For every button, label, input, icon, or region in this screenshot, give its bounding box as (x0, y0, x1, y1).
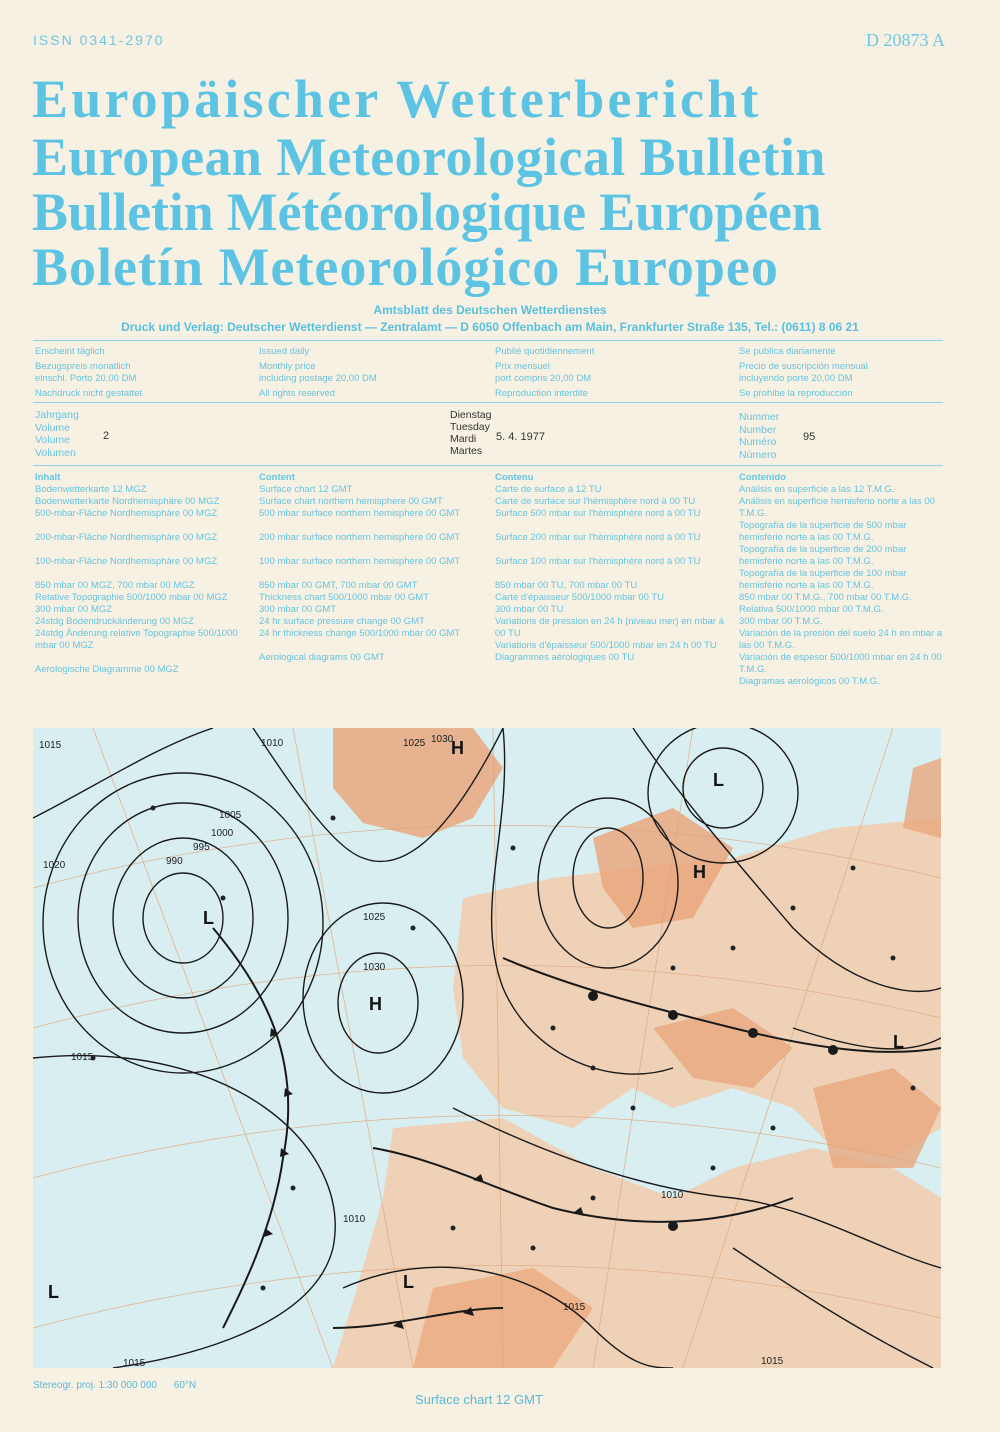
contents-fr (495, 472, 725, 664)
pubinfo-de (35, 346, 142, 400)
day-label: Tuesday (450, 421, 490, 433)
isobar-label: 1025 (403, 738, 426, 749)
station-dot (591, 1196, 596, 1201)
contents-item: 200 mbar surface northern hemisphere 00 GMT (259, 532, 461, 543)
low-pressure-center: L (203, 908, 214, 928)
pubinfo-fr (495, 346, 594, 400)
map-canvas (33, 728, 941, 1368)
contents-item: Surface chart 12 GMT (259, 484, 353, 495)
pubinfo-line: including postage 20,00 DM (259, 373, 377, 384)
contents-item: Análisis en superficie a las 12 T.M.G. (739, 484, 895, 495)
contents-item: Variación de la presión del suelo 24 h en mbar a las 00 T.M.G. (739, 628, 943, 651)
contents-item: 100-mbar-Fläche Nordhemisphäre 00 MGZ (35, 556, 218, 567)
issn: ISSN 0341-2970 (33, 32, 165, 48)
number-label: Number (739, 423, 777, 436)
contents-item: Diagramas aerológicos 00 T.M.G. (739, 676, 880, 687)
divider (33, 465, 943, 466)
volume-label: Volume (35, 421, 71, 434)
front-semicircle (588, 991, 598, 1001)
station-dot (291, 1186, 296, 1191)
day-label: Martes (450, 445, 483, 457)
front-semicircle (828, 1045, 838, 1055)
issue-number: 95 (803, 431, 816, 443)
low-pressure-center: L (403, 1272, 414, 1292)
volume-label: Jahrgang (35, 409, 79, 421)
high-pressure-center: H (369, 994, 382, 1014)
contents-heading: Contenido (739, 472, 786, 483)
contents-item: 24stdg Bodendruckänderung 00 MGZ (35, 616, 194, 627)
contents-item: 500 mbar surface northern hemisphere 00 GMT (259, 508, 461, 519)
contents-item: Variations d'épaisseur 500/1000 mbar en 24 h 00 TU (495, 640, 717, 651)
contents-es (739, 472, 949, 688)
station-dot (891, 956, 896, 961)
title-spanish: Boletín Meteorológico Europeo (32, 237, 779, 297)
isobar-label: 995 (193, 842, 210, 853)
contents-item: 300 mbar 00 T.M.G. (739, 616, 823, 627)
pubinfo-line: Publié quotidiennement (495, 346, 595, 357)
contents-item: Surface 200 mbar sur l'hémisphère nord à 00 TU (495, 532, 701, 543)
reference-latitude: 60°N (173, 1380, 197, 1391)
contents-item: Topografía de la superficie de 500 mbar hemisferio norte a las 00 T.M.G. (739, 520, 907, 543)
isobar-label: 1010 (661, 1190, 684, 1201)
pubinfo-line: incluyendo porte 20,00 DM (739, 373, 853, 384)
station-dot (711, 1166, 716, 1171)
pubinfo-line: Nachdruck nicht gestattet (35, 388, 143, 399)
divider (33, 402, 943, 403)
station-dot (331, 816, 336, 821)
station-dot (151, 806, 156, 811)
contents-de (35, 472, 250, 676)
number-label: Nummer (739, 411, 780, 423)
pubinfo-es (739, 346, 949, 400)
contents-item: Relativa 500/1000 mbar 00 T.M.G. (739, 604, 884, 615)
contents-heading: Inhalt (35, 472, 61, 483)
pubinfo-en (259, 346, 377, 400)
contents-item: Topografía de la superficie de 100 mbar hemisferio norte a las 00 T.M.G. (739, 568, 907, 591)
station-dot (551, 1026, 556, 1031)
isobar-label: 1025 (363, 912, 386, 923)
contents-heading: Contenu (495, 472, 534, 483)
contents-item: 300 mbar 00 GMT (259, 604, 337, 615)
volume-value: 2 (103, 430, 110, 442)
divider (33, 340, 943, 341)
pubinfo-line: einschl. Porto 20,00 DM (35, 373, 137, 384)
station-dot (451, 1226, 456, 1231)
day-label: Dienstag (450, 409, 492, 421)
isobar-label: 1010 (343, 1214, 366, 1225)
station-dot (411, 926, 416, 931)
contents-item: Variations de pression en 24 h (niveau mer) en mbar à 00 TU (495, 616, 725, 639)
contents-item: Surface 100 mbar sur l'hémisphère nord à 00 TU (495, 556, 701, 567)
isobar-label: 1015 (761, 1356, 784, 1367)
high-pressure-center: H (693, 862, 706, 882)
pubinfo-line: Monthly price (259, 361, 316, 372)
title-english: European Meteorological Bulletin (32, 127, 826, 187)
front-semicircle (748, 1028, 758, 1038)
pubinfo-line: Precio de suscripción mensual (739, 361, 868, 372)
contents-item: Diagrammes aérologiques 00 TU (495, 652, 635, 663)
contents-item: Thickness chart 500/1000 mbar 00 GMT (259, 592, 430, 603)
contents-item: 200-mbar-Fläche Nordhemisphäre 00 MGZ (35, 532, 218, 543)
high-pressure-center: H (451, 738, 464, 758)
projection-scale: Stereogr. proj. 1:30 000 000 (33, 1380, 157, 1391)
pubinfo-line: Erscheint täglich (35, 346, 105, 357)
contents-item: Bodenwetterkarte 12 MGZ (35, 484, 147, 495)
volume-label: Volumen (35, 446, 76, 459)
station-dot (791, 906, 796, 911)
station-dot (591, 1066, 596, 1071)
contents-item: 24stdg Änderung relative Topographie 500/1000 mbar 00 MGZ (35, 628, 238, 651)
station-dot (261, 1286, 266, 1291)
contents-item: Carte de surface sur l'hémisphère nord à 00 TU (495, 496, 696, 507)
publisher-line: Druck und Verlag: Deutscher Wetterdienst — Zentralamt — D 6050 Offenbach am Main, Frankfurter Straße 135, Tel.: (0611) 8 06 21 (121, 320, 859, 334)
contents-item: 850 mbar 00 T.M.G., 700 mbar 00 T.M.G. (739, 592, 912, 603)
contents-item: Relative Topographie 500/1000 mbar 00 MGZ (35, 592, 228, 603)
front-semicircle (668, 1221, 678, 1231)
contents-item: Carte d'épaisseur 500/1000 mbar 00 TU (495, 592, 665, 603)
contents-item: Bodenwetterkarte Nordhemisphäre 00 MGZ (35, 496, 220, 507)
isobar-label: 1015 (563, 1302, 586, 1313)
chart-title: Surface chart 12 GMT (415, 1392, 543, 1407)
contents-en (259, 472, 484, 664)
pubinfo-line: Issued daily (259, 346, 310, 357)
contents-item: Carte de surface à 12 TU (495, 484, 602, 495)
document-number: D 20873 A (865, 30, 945, 50)
official-gazette-line: Amtsblatt des Deutschen Wetterdienstes (373, 303, 607, 317)
station-dot (511, 846, 516, 851)
low-pressure-center: L (48, 1282, 59, 1302)
contents-item: 850 mbar 00 GMT, 700 mbar 00 GMT (259, 580, 418, 591)
station-dot (631, 1106, 636, 1111)
volume-labels (35, 409, 79, 459)
front-semicircle (668, 1010, 678, 1020)
pubinfo-line: Reproduction interdite (495, 388, 588, 399)
contents-item: 24 hr surface pressure change 00 GMT (259, 616, 425, 627)
contents-item: 300 mbar 00 MGZ (35, 604, 113, 615)
isobar-label: 1010 (261, 738, 284, 749)
station-dot (531, 1246, 536, 1251)
volume-label: Volume (35, 434, 71, 446)
contents-item: Surface chart northern hemisphere 00 GMT (259, 496, 443, 507)
isobar-label: 1000 (211, 828, 234, 839)
low-pressure-center: L (893, 1032, 904, 1052)
map-projection (33, 1380, 196, 1391)
station-dot (771, 1126, 776, 1131)
issue-date: 5. 4. 1977 (496, 431, 545, 443)
contents-item: Aerological diagrams 00 GMT (259, 652, 385, 663)
pubinfo-line: All rights reserved (259, 388, 336, 399)
pubinfo-line: Bezugspreis monatlich (35, 361, 131, 372)
station-dot (851, 866, 856, 871)
contents-item: 850 mbar 00 MGZ, 700 mbar 00 MGZ (35, 580, 195, 591)
pubinfo-line: Se publica diariamente (739, 346, 836, 357)
isobar-label: 990 (166, 856, 183, 867)
surface-weather-map (33, 728, 941, 1368)
station-dot (731, 946, 736, 951)
number-labels (739, 411, 949, 461)
contents-heading: Content (259, 472, 295, 483)
day-label: Mardi (450, 433, 477, 445)
station-dot (221, 896, 226, 901)
isobar-label: 1015 (123, 1358, 146, 1368)
contents-item: 850 mbar 00 TU, 700 mbar 00 TU (495, 580, 638, 591)
number-label: Número (739, 448, 777, 461)
title-french: Bulletin Météorologique Européen (32, 182, 822, 242)
station-dot (911, 1086, 916, 1091)
number-label: Numéro (739, 436, 777, 448)
isobar-label: 1030 (431, 734, 454, 745)
isobar-label: 1005 (219, 810, 242, 821)
contents-item: Topografía de la superficie de 200 mbar hemisferio norte a las 00 T.M.G. (739, 544, 907, 567)
contents-item: Aerologische Diagramme 00 MGZ (35, 664, 179, 675)
low-pressure-center: L (713, 770, 724, 790)
contents-item: 100 mbar surface northern hemisphere 00 GMT (259, 556, 461, 567)
contents-item: Análisis en superficie hemisferio norte a las 00 T.M.G. (739, 496, 935, 519)
pubinfo-line: Prix mensuel (495, 361, 550, 372)
isobar-label: 1015 (71, 1052, 94, 1063)
isobar-label: 1015 (39, 740, 62, 751)
pubinfo-line: Se prohibe la reproducción (739, 388, 853, 399)
pubinfo-line: port compris 20,00 DM (495, 373, 592, 384)
station-dot (671, 966, 676, 971)
contents-item: 500-mbar-Fläche Nordhemisphäre 00 MGZ (35, 508, 218, 519)
contents-item: 300 mbar 00 TU (495, 604, 564, 615)
isobar-label: 1030 (363, 962, 386, 973)
day-labels (450, 409, 491, 457)
contents-item: 24 hr thickness change 500/1000 mbar 00 GMT (259, 628, 461, 639)
contents-item: Variación de espesor 500/1000 mbar en 24 h 00 T.M.G. (739, 652, 942, 675)
title-german: Europäischer Wetterbericht (32, 69, 762, 129)
isobar-label: 1020 (43, 860, 66, 871)
contents-item: Surface 500 mbar sur l'hémisphère nord à 00 TU (495, 508, 701, 519)
